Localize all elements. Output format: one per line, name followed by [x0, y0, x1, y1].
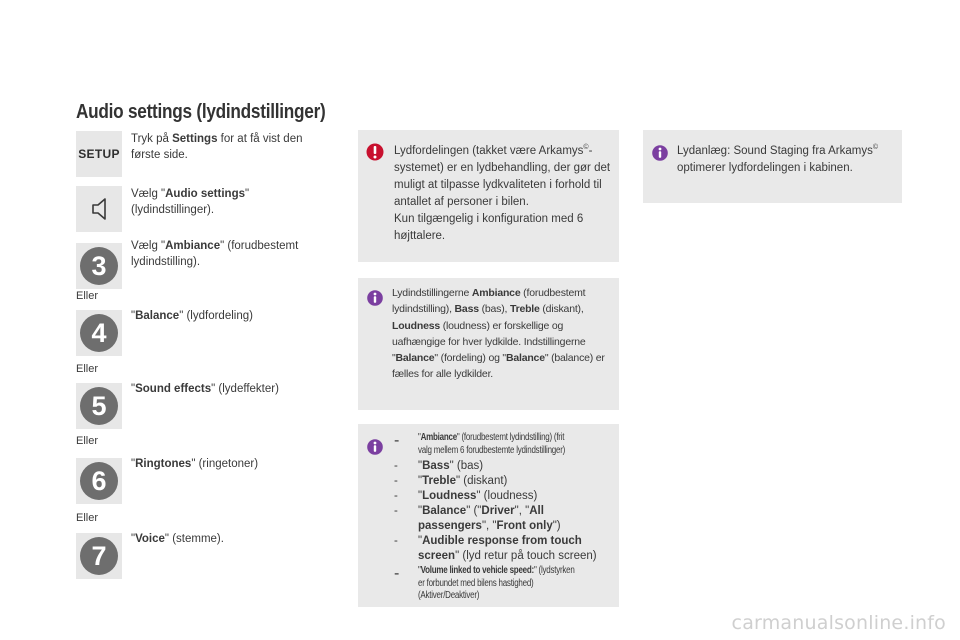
item-rest: " (diskant) — [455, 475, 508, 487]
step-6-circle: 6 — [80, 462, 118, 500]
q: " — [418, 460, 423, 472]
list-item-text — [418, 459, 483, 474]
mid: " (" — [466, 505, 482, 517]
step-1-pre: Tryk på — [131, 133, 173, 145]
setup-label: SETUP — [78, 147, 120, 161]
warning-paragraph-1 — [394, 139, 616, 211]
list-item-text — [418, 474, 507, 489]
list-item — [394, 534, 614, 564]
step-3-post: " (forudbestemt lydindstilling). — [131, 240, 299, 268]
q: " — [418, 432, 421, 443]
step-6-marker — [76, 458, 122, 504]
amb-t5: (loudness) er forskellige og uafhængige for hver lydkilde. Indstillingerne " — [392, 319, 586, 365]
item-rest: ") — [552, 520, 561, 532]
arkamys-text — [677, 139, 897, 177]
warning-paragraph-2: Kun tilgængelig i konfiguration med 6 højttalere. — [394, 212, 584, 242]
q: " — [418, 475, 423, 487]
eller-label: Eller — [76, 363, 99, 375]
settings-list — [394, 432, 614, 603]
step-7-circle: 7 — [80, 537, 118, 575]
list-dash: - — [394, 432, 400, 449]
step-5-marker — [76, 383, 122, 429]
info-panel-list — [358, 424, 619, 607]
list-item — [394, 489, 614, 504]
q: " — [418, 535, 423, 547]
list-item-text — [418, 534, 614, 564]
amb-b5: Balance — [395, 352, 435, 365]
speaker-icon — [87, 195, 111, 223]
item-bold: Front only — [496, 520, 553, 532]
amb-t7: " (balance) er fælles for alle lydkilder. — [392, 352, 605, 381]
q: " — [418, 490, 423, 502]
step-5-pre: " — [131, 383, 136, 395]
amb-b2: Bass — [454, 303, 479, 316]
item-bold: Bass — [422, 460, 450, 472]
amb-t2: (forudbestemt lydindstilling), — [392, 287, 586, 316]
item-bold: Loudness — [422, 490, 477, 502]
q: " — [418, 505, 423, 517]
warning-rest: systemet) er en lydbehandling, der gør det muligt at tilpasse lydkvaliteten i forhold til antallet af personer i bilen. — [394, 161, 611, 208]
step-7-bold: Voice — [135, 533, 165, 545]
item-rest: " (lydstyrken er forbundet med bilens hastighed) (Aktiver/Deaktiver) — [418, 565, 575, 601]
step-7-marker — [76, 533, 122, 579]
step-2-text — [131, 186, 331, 218]
step-1-text — [131, 131, 331, 163]
step-6-text — [131, 456, 331, 472]
step-3-bold: Ambiance — [165, 240, 221, 252]
item-rest: " (bas) — [449, 460, 484, 472]
list-dash: - — [394, 535, 398, 547]
list-item — [394, 565, 614, 603]
step-2-post: " (lydindstillinger). — [131, 188, 250, 216]
setup-button-icon — [76, 131, 122, 177]
amb-b4: Loudness — [392, 319, 440, 332]
step-4-marker — [76, 310, 122, 356]
list-item — [394, 474, 614, 489]
item-bold: Balance — [422, 505, 467, 517]
amb-b1: Ambiance — [471, 287, 521, 299]
step-3-text — [131, 238, 331, 270]
step-3-marker — [76, 243, 122, 289]
step-1-bold: Settings — [172, 133, 218, 145]
step-4-post: " (lydfordeling) — [179, 310, 253, 322]
warning-line1-end: - — [588, 144, 593, 157]
eller-label: Eller — [76, 290, 99, 302]
page-title: Audio settings (lydindstillinger) — [76, 101, 326, 123]
q: " — [418, 565, 421, 576]
step-5-circle: 5 — [80, 387, 118, 425]
step-6-post: " (ringetoner) — [191, 458, 259, 470]
list-item-text — [418, 432, 575, 457]
step-2-bold: Audio settings — [165, 188, 245, 200]
step-6-pre: " — [131, 458, 136, 470]
item-rest: " (loudness) — [476, 490, 538, 502]
step-3-circle: 3 — [80, 247, 118, 285]
eller-label: Eller — [76, 512, 99, 524]
list-dash: - — [394, 490, 398, 502]
step-3-pre: Vælg " — [131, 240, 166, 252]
list-dash: - — [394, 460, 398, 472]
arkamys-t2: optimerer lydfordelingen i kabinen. — [677, 161, 853, 174]
mid: ", " — [514, 505, 530, 517]
list-item — [394, 459, 614, 474]
audio-settings-icon-box — [76, 186, 122, 232]
item-bold: Treble — [422, 475, 456, 487]
amb-t6: " (fordeling) og " — [434, 352, 506, 365]
amb-t1: Lydindstillingerne — [392, 287, 472, 299]
step-6-bold: Ringtones — [135, 458, 192, 470]
step-1-post: for at få vist den første side. — [131, 133, 303, 161]
list-item-text — [418, 489, 537, 504]
warning-text — [394, 139, 616, 245]
step-5-post: " (lydeffekter) — [211, 383, 279, 395]
step-7-pre: " — [131, 533, 136, 545]
arkamys-t1: Lydanlæg: Sound Staging fra Arkamys — [677, 144, 873, 157]
step-5-text — [131, 381, 331, 397]
list-dash: - — [394, 475, 398, 487]
warning-panel — [358, 130, 619, 262]
list-dash: - — [394, 565, 400, 582]
warning-line1: Lydfordelingen (takket være Arkamys — [394, 144, 584, 157]
step-4-circle: 4 — [80, 314, 118, 352]
item-bold: All passengers — [418, 505, 544, 532]
copyright-sup: © — [583, 144, 589, 151]
warning-icon — [366, 142, 384, 162]
amb-t4: (diskant), — [539, 303, 584, 316]
info-icon — [367, 438, 383, 456]
list-dash: - — [394, 505, 398, 517]
item-bold: Ambiance — [420, 432, 457, 443]
mid: ", " — [481, 520, 497, 532]
ambiance-info-text — [392, 285, 614, 383]
info-panel-ambiance — [358, 278, 619, 410]
list-item-text — [418, 504, 614, 534]
item-bold: Volume linked to vehicle speed: — [420, 565, 534, 576]
eller-label: Eller — [76, 435, 99, 447]
info-panel-arkamys — [643, 130, 902, 203]
amb-t3: (bas), — [478, 303, 510, 316]
list-item — [394, 432, 614, 457]
step-7-text — [131, 531, 331, 547]
step-4-bold: Balance — [135, 310, 180, 322]
item-bold: Driver — [481, 505, 515, 517]
watermark: carmanualsonline.info — [731, 612, 946, 634]
item-rest: " (lyd retur på touch screen) — [455, 550, 597, 562]
copyright-sup: © — [872, 144, 878, 151]
item-rest: " (forudbestemt lydindstilling) (frit valg mellem 6 forudbestemte lydindstillinger) — [418, 432, 566, 456]
amb-b3: Treble — [509, 303, 540, 316]
step-4-text — [131, 308, 331, 324]
info-icon — [652, 144, 668, 162]
step-2-pre: Vælg " — [131, 188, 166, 200]
step-7-post: " (stemme). — [164, 533, 224, 545]
list-item — [394, 504, 614, 534]
info-icon — [367, 289, 383, 307]
list-item-text — [418, 565, 575, 603]
item-bold: Audible response from touch screen — [418, 535, 582, 562]
amb-b6: Balance — [505, 352, 545, 365]
step-4-pre: " — [131, 310, 136, 322]
step-5-bold: Sound effects — [135, 383, 212, 395]
